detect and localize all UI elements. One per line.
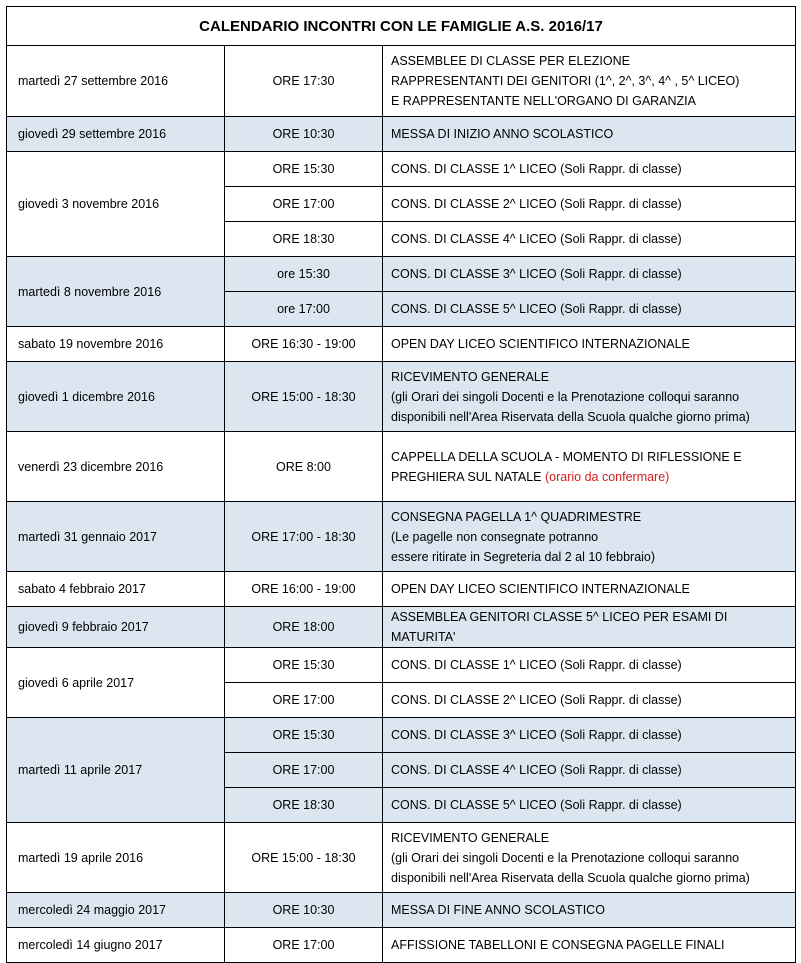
time-cell: ORE 8:00 [225,432,383,502]
time-cell: ORE 17:00 [225,683,383,718]
date-cell: sabato 4 febbraio 2017 [7,572,225,607]
description-cell: CONS. DI CLASSE 2^ LICEO (Soli Rappr. di classe) [383,187,796,222]
date-cell: mercoledì 14 giugno 2017 [7,928,225,963]
description-cell: CONS. DI CLASSE 5^ LICEO (Soli Rappr. di classe) [383,788,796,823]
table-row [7,257,796,292]
description-cell: MESSA DI FINE ANNO SCOLASTICO [383,893,796,928]
description-cell: CONS. DI CLASSE 3^ LICEO (Soli Rappr. di classe) [383,257,796,292]
description-cell [383,502,796,572]
time-cell: ORE 15:30 [225,648,383,683]
description-cell: CONS. DI CLASSE 1^ LICEO (Soli Rappr. di classe) [383,152,796,187]
table-row [7,152,796,187]
table-row [7,607,796,648]
time-cell: ORE 10:30 [225,893,383,928]
time-cell: ORE 17:00 - 18:30 [225,502,383,572]
description-line: (gli Orari dei singoli Docenti e la Prenotazione colloqui saranno [391,389,740,404]
description-line: (Le pagelle non consegnate potranno [391,529,599,544]
date-cell: martedì 8 novembre 2016 [7,257,225,327]
description-cell: CONS. DI CLASSE 5^ LICEO (Soli Rappr. di classe) [383,292,796,327]
description-line: (gli Orari dei singoli Docenti e la Prenotazione colloqui saranno [391,850,740,865]
time-cell: ORE 17:00 [225,187,383,222]
description-cell: CONS. DI CLASSE 2^ LICEO (Soli Rappr. di classe) [383,683,796,718]
time-cell: ORE 15:30 [225,152,383,187]
date-cell: venerdì 23 dicembre 2016 [7,432,225,502]
date-cell: martedì 27 settembre 2016 [7,46,225,117]
time-cell: ore 15:30 [225,257,383,292]
description-line: RICEVIMENTO GENERALE [391,369,550,384]
time-cell: ORE 16:30 - 19:00 [225,327,383,362]
time-cell: ORE 16:00 - 19:00 [225,572,383,607]
date-cell: giovedì 29 settembre 2016 [7,117,225,152]
description-line: ASSEMBLEE DI CLASSE PER ELEZIONE [391,54,630,68]
date-cell: sabato 19 novembre 2016 [7,327,225,362]
description-cell: ASSEMBLEA GENITORI CLASSE 5^ LICEO PER ESAMI DI MATURITA' [383,607,796,648]
table-row [7,46,796,117]
description-text: PREGHIERA SUL NATALE [391,469,545,484]
description-cell [383,823,796,893]
calendar-title: CALENDARIO INCONTRI CON LE FAMIGLIE A.S. 2016/17 [7,7,796,46]
time-cell: ORE 17:00 [225,928,383,963]
table-row [7,117,796,152]
time-cell: ORE 18:30 [225,222,383,257]
description-line: E RAPPRESENTANTE NELL'ORGANO DI GARANZIA [391,94,696,108]
description-line: disponibili nell'Area Riservata della Scuola qualche giorno prima) [391,870,750,885]
table-row [7,362,796,432]
table-row [7,718,796,753]
description-cell: CONS. DI CLASSE 4^ LICEO (Soli Rappr. di classe) [383,222,796,257]
description-line: disponibili nell'Area Riservata della Scuola qualche giorno prima) [391,409,750,424]
table-row [7,928,796,963]
calendar-table [6,6,796,963]
description-cell: AFFISSIONE TABELLONI E CONSEGNA PAGELLE FINALI [383,928,796,963]
description-cell [383,432,796,502]
time-cell: ORE 17:00 [225,753,383,788]
description-line: RICEVIMENTO GENERALE [391,830,550,845]
description-line: RAPPRESENTANTI DEI GENITORI (1^, 2^, 3^, 4^ , 5^ LICEO) [391,74,740,88]
table-row [7,648,796,683]
time-cell: ORE 15:00 - 18:30 [225,823,383,893]
date-cell: giovedì 1 dicembre 2016 [7,362,225,432]
description-line: essere ritirate in Segreteria dal 2 al 10 febbraio) [391,549,656,564]
date-cell: giovedì 6 aprile 2017 [7,648,225,718]
table-row [7,327,796,362]
date-cell: martedì 31 gennaio 2017 [7,502,225,572]
description-cell: OPEN DAY LICEO SCIENTIFICO INTERNAZIONALE [383,327,796,362]
time-cell: ore 17:00 [225,292,383,327]
description-line: CONSEGNA PAGELLA 1^ QUADRIMESTRE [391,509,642,524]
date-cell: mercoledì 24 maggio 2017 [7,893,225,928]
description-cell: OPEN DAY LICEO SCIENTIFICO INTERNAZIONALE [383,572,796,607]
description-line: CAPPELLA DELLA SCUOLA - MOMENTO DI RIFLESSIONE E [391,449,742,464]
date-cell: martedì 19 aprile 2016 [7,823,225,893]
time-cell: ORE 17:30 [225,46,383,117]
date-cell: giovedì 3 novembre 2016 [7,152,225,257]
time-cell: ORE 15:30 [225,718,383,753]
description-cell: MESSA DI INIZIO ANNO SCOLASTICO [383,117,796,152]
table-row [7,572,796,607]
table-row [7,823,796,893]
description-cell: CONS. DI CLASSE 4^ LICEO (Soli Rappr. di classe) [383,753,796,788]
table-row [7,893,796,928]
time-cell: ORE 18:30 [225,788,383,823]
table-row [7,432,796,502]
description-line [391,467,795,487]
description-cell: CONS. DI CLASSE 1^ LICEO (Soli Rappr. di classe) [383,648,796,683]
time-cell: ORE 15:00 - 18:30 [225,362,383,432]
time-cell: ORE 10:30 [225,117,383,152]
description-cell [383,362,796,432]
description-cell [383,46,796,117]
description-cell: CONS. DI CLASSE 3^ LICEO (Soli Rappr. di classe) [383,718,796,753]
confirmation-note: (orario da confermare) [544,469,670,484]
time-cell: ORE 18:00 [225,607,383,648]
table-row [7,502,796,572]
date-cell: giovedì 9 febbraio 2017 [7,607,225,648]
date-cell: martedì 11 aprile 2017 [7,718,225,823]
